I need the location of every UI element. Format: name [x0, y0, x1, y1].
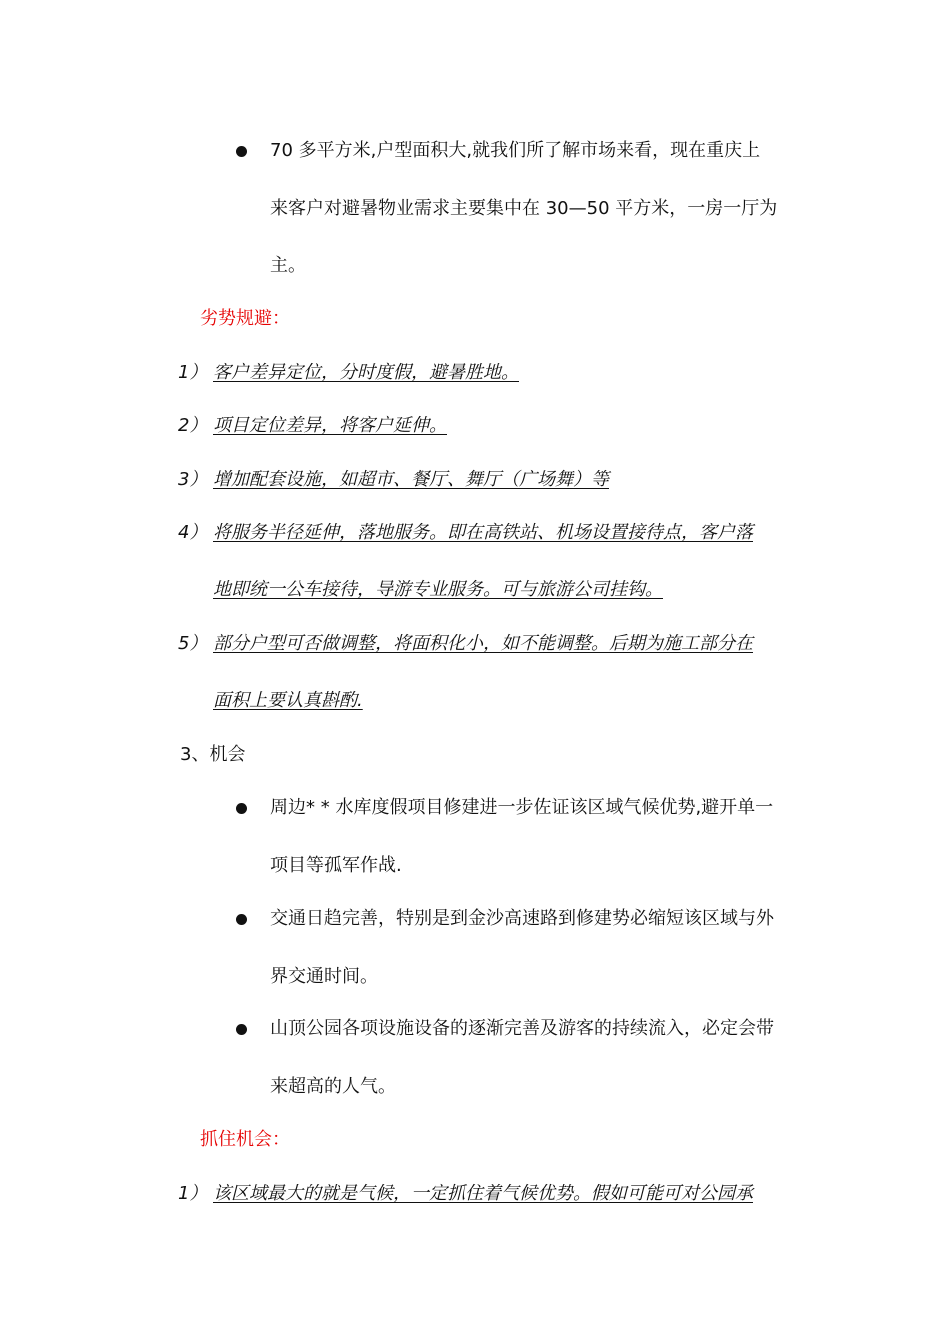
item-number: 5） [178, 633, 208, 654]
bullet-line: 山顶公园各项设施设备的逐渐完善及游客的持续流入，必定会带 [270, 1018, 774, 1039]
bullet-line: 来客户对避暑物业需求主要集中在 30—50 平方米，一房一厅为 [270, 198, 778, 219]
bullet-dot [236, 914, 247, 925]
item-text: 客户差异定位，分时度假，避暑胜地。 [213, 362, 519, 383]
item-text: 部分户型可否做调整，将面积化小，如不能调整。后期为施工部分在 [213, 633, 753, 654]
section-heading-seize-opportunity: 抓住机会： [200, 1129, 290, 1150]
bullet-line: 项目等孤军作战. [270, 855, 402, 876]
bullet-dot [236, 1024, 247, 1035]
item-number: 4） [178, 522, 208, 543]
item-number: 1） [178, 1183, 208, 1204]
bullet-line: 周边* * 水库度假项目修建进一步佐证该区域气候优势,避开单一 [270, 797, 774, 818]
item-text: 面积上要认真斟酌. [213, 690, 363, 711]
bullet-dot [236, 146, 247, 157]
bullet-line: 主。 [270, 255, 306, 276]
item-number: 1） [178, 362, 208, 383]
item-text: 增加配套设施，如超市、餐厅、舞厅（广场舞）等 [213, 469, 609, 490]
bullet-line: 交通日趋完善，特别是到金沙高速路到修建势必缩短该区域与外 [270, 908, 774, 929]
bullet-dot [236, 803, 247, 814]
section-heading-weakness: 劣势规避： [200, 308, 290, 329]
item-text: 将服务半径延伸，落地服务。即在高铁站、机场设置接待点，客户落 [213, 522, 753, 543]
item-text: 该区域最大的就是气候，一定抓住着气候优势。假如可能可对公园承 [213, 1183, 753, 1204]
bullet-line: 70 多平方米,户型面积大,就我们所了解市场来看，现在重庆上 [270, 140, 761, 161]
item-number: 2） [178, 415, 208, 436]
item-text: 项目定位差异，将客户延伸。 [213, 415, 447, 436]
item-text: 地即统一公车接待，导游专业服务。可与旅游公司挂钩。 [213, 579, 663, 600]
section-title-opportunity: 3、机会 [180, 744, 246, 765]
bullet-line: 界交通时间。 [270, 966, 378, 987]
item-number: 3） [178, 469, 208, 490]
bullet-line: 来超高的人气。 [270, 1076, 396, 1097]
